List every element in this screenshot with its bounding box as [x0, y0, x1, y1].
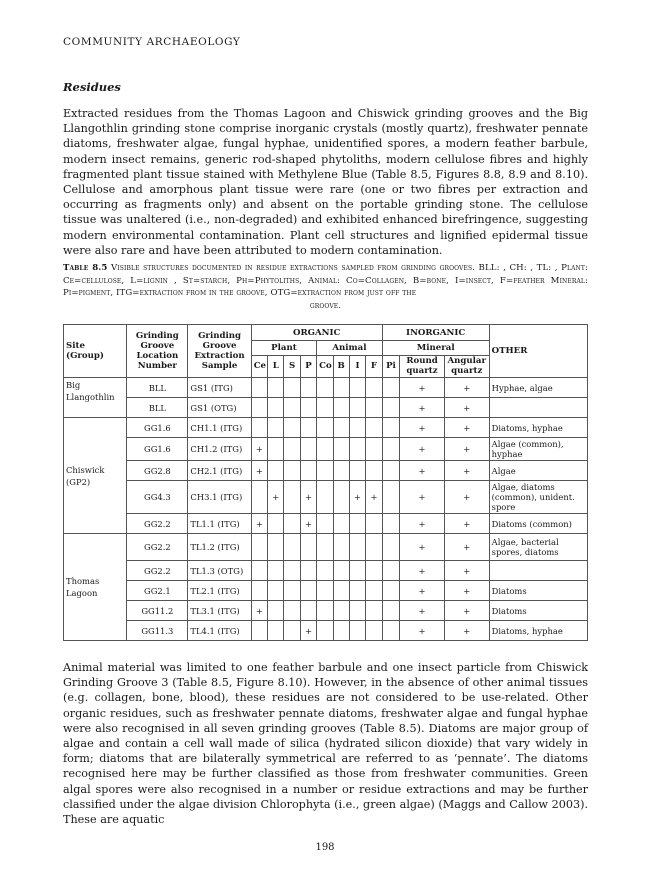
cell-l [268, 581, 284, 601]
cell-sample: TL1.1 (ITG) [188, 514, 251, 534]
table-caption-label: Table 8.5 [63, 263, 108, 273]
cell-round-quartz: + [400, 398, 445, 418]
cell-pi [382, 438, 399, 461]
header-round-quartz: Round quartz [400, 356, 445, 378]
cell-b [333, 581, 349, 601]
cell-ce: + [251, 601, 267, 621]
cell-sample: CH2.1 (ITG) [188, 461, 251, 481]
cell-round-quartz: + [400, 438, 445, 461]
cell-co [317, 378, 333, 398]
cell-pi [382, 398, 399, 418]
body-paragraph-2: Animal material was limited to one feather barbule and one insect particle from Chiswick Grinding Groove 3 (Table 8.5, Figure 8.10). However, in the absence of other animal tissues (e.g. collagen, bone, blood), these residues are not considered to be use-related. Other organic residues, such as freshwater pennate diatoms, freshwater algae and fungal hyphae were also recognised in all seven grinding grooves (Table 8.5). Diatoms are major group of algae and contain a cell wall made of silica (hydrated silicon dioxide) that vary widely in form; diatoms that are bilaterally symmetrical are referred to as ‘pennate’. The diatoms recognised here may be further classified as those from freshwater communities. Green algal spores were also recognised in a number or residue extractions and may be further classified under the algae division Chlorophyta (i.e., green algae) (Maggs and Callow 2003). These are aquatic [63, 661, 588, 827]
cell-p [300, 601, 316, 621]
header-sample: Grinding Groove Extraction Sample [188, 325, 251, 378]
cell-p [300, 534, 316, 561]
cell-co [317, 534, 333, 561]
cell-p: + [300, 621, 316, 641]
cell-b [333, 621, 349, 641]
cell-l [268, 621, 284, 641]
cell-sample: GS1 (OTG) [188, 398, 251, 418]
cell-other: Diatoms, hyphae [489, 621, 587, 641]
cell-groove: BLL [127, 398, 188, 418]
cell-p [300, 398, 316, 418]
cell-l [268, 378, 284, 398]
cell-sample: CH1.1 (ITG) [188, 418, 251, 438]
cell-s [284, 481, 300, 514]
cell-angular-quartz: + [444, 514, 489, 534]
cell-f [366, 581, 382, 601]
table-caption-text: Visible structures documented in residue extractions sampled from grinding grooves. BLL: , CH: , TL: , Plant: Ce=cellulose, L=lignin , St=starch, Ph=Phytoliths, Animal: Co=Collagen, B=bone, I=insect, F=feather Mineral: Pi=pigment, ITG=extraction from in the groove, OTG=extraction from just off the [63, 263, 588, 299]
cell-sample: TL2.1 (ITG) [188, 581, 251, 601]
header-site: Site (Group) [64, 325, 127, 378]
header-mineral: Mineral [382, 341, 489, 356]
cell-f [366, 534, 382, 561]
cell-other [489, 561, 587, 581]
cell-co [317, 601, 333, 621]
cell-groove: GG2.8 [127, 461, 188, 481]
cell-p [300, 561, 316, 581]
cell-i [349, 534, 365, 561]
cell-angular-quartz: + [444, 481, 489, 514]
cell-f [366, 601, 382, 621]
cell-other: Diatoms [489, 581, 587, 601]
cell-b [333, 534, 349, 561]
cell-sample: CH3.1 (ITG) [188, 481, 251, 514]
cell-ce: + [251, 438, 267, 461]
cell-other: Algae [489, 461, 587, 481]
cell-l [268, 561, 284, 581]
cell-pi [382, 461, 399, 481]
cell-co [317, 461, 333, 481]
cell-b [333, 378, 349, 398]
cell-other: Algae, bacterial spores, diatoms [489, 534, 587, 561]
cell-l [268, 601, 284, 621]
cell-sample: TL4.1 (ITG) [188, 621, 251, 641]
cell-co [317, 438, 333, 461]
header-s: S [284, 356, 300, 378]
cell-i [349, 378, 365, 398]
cell-groove: BLL [127, 378, 188, 398]
cell-i [349, 438, 365, 461]
cell-ce: + [251, 514, 267, 534]
header-organic: ORGANIC [251, 325, 382, 341]
cell-i: + [349, 481, 365, 514]
cell-pi [382, 581, 399, 601]
header-i: I [349, 356, 365, 378]
cell-f [366, 398, 382, 418]
header-plant: Plant [251, 341, 316, 356]
cell-angular-quartz: + [444, 621, 489, 641]
cell-s [284, 461, 300, 481]
header-p: P [300, 356, 316, 378]
cell-pi [382, 621, 399, 641]
cell-l [268, 461, 284, 481]
cell-i [349, 561, 365, 581]
cell-p [300, 418, 316, 438]
cell-pi [382, 534, 399, 561]
cell-round-quartz: + [400, 514, 445, 534]
cell-l [268, 418, 284, 438]
cell-co [317, 581, 333, 601]
cell-groove: GG1.6 [127, 438, 188, 461]
cell-i [349, 398, 365, 418]
cell-co [317, 398, 333, 418]
cell-groove: GG11.3 [127, 621, 188, 641]
cell-l [268, 438, 284, 461]
cell-round-quartz: + [400, 378, 445, 398]
cell-other [489, 398, 587, 418]
cell-sample: TL1.2 (ITG) [188, 534, 251, 561]
cell-i [349, 461, 365, 481]
page-number: 198 [315, 842, 335, 853]
cell-groove: GG2.2 [127, 534, 188, 561]
cell-ce [251, 378, 267, 398]
cell-ce [251, 581, 267, 601]
cell-round-quartz: + [400, 481, 445, 514]
cell-angular-quartz: + [444, 561, 489, 581]
cell-round-quartz: + [400, 581, 445, 601]
cell-pi [382, 418, 399, 438]
cell-co [317, 481, 333, 514]
cell-f [366, 378, 382, 398]
cell-f [366, 621, 382, 641]
cell-angular-quartz: + [444, 581, 489, 601]
cell-round-quartz: + [400, 418, 445, 438]
cell-angular-quartz: + [444, 601, 489, 621]
cell-round-quartz: + [400, 461, 445, 481]
cell-pi [382, 378, 399, 398]
body-paragraph-1: Extracted residues from the Thomas Lagoon and Chiswick grinding grooves and the Big Llangothlin grinding stone comprise inorganic crystals (mostly quartz), freshwater pennate diatoms, freshwater algae, fungal hyphae, unidentified spores, a modern feather barbule, modern insect remains, generic rod-shaped phytoliths, modern cellulose fibres and highly fragmented plant tissue stained with Methylene Blue (Table 8.5, Figures 8.8, 8.9 and 8.10). Cellulose and amorphous plant tissue were rare (one or two fibres per extraction and occurring as fragments only) and absent on the portable grinding stone. The cellulose tissue was unaltered (i.e., non-degraded) and exhibited enhanced birefringence, suggesting modern environmental contamination. Plant cell structures and lignified epidermal tissue were also rare and have been attributed to modern contamination. [63, 107, 588, 257]
site-chiswick: Chiswick (GP2) [64, 418, 127, 534]
cell-other: Hyphae, algae [489, 378, 587, 398]
cell-other: Diatoms [489, 601, 587, 621]
cell-l [268, 534, 284, 561]
cell-f: + [366, 481, 382, 514]
header-l: L [268, 356, 284, 378]
table-caption-last-line: groove. [309, 300, 342, 311]
cell-groove: GG2.2 [127, 514, 188, 534]
cell-other: Algae (common), hyphae [489, 438, 587, 461]
cell-co [317, 621, 333, 641]
cell-f [366, 514, 382, 534]
cell-l [268, 398, 284, 418]
header-other: OTHER [489, 325, 587, 378]
cell-i [349, 601, 365, 621]
cell-groove: GG2.1 [127, 581, 188, 601]
cell-l: + [268, 481, 284, 514]
cell-b [333, 398, 349, 418]
cell-other: Diatoms, hyphae [489, 418, 587, 438]
running-head: COMMUNITY ARCHAEOLOGY [63, 36, 241, 48]
cell-b [333, 514, 349, 534]
cell-ce [251, 418, 267, 438]
cell-ce [251, 621, 267, 641]
cell-p [300, 438, 316, 461]
cell-b [333, 461, 349, 481]
cell-s [284, 378, 300, 398]
cell-angular-quartz: + [444, 378, 489, 398]
cell-round-quartz: + [400, 561, 445, 581]
header-animal: Animal [317, 341, 383, 356]
table-caption [63, 262, 588, 312]
cell-angular-quartz: + [444, 418, 489, 438]
cell-s [284, 398, 300, 418]
cell-pi [382, 514, 399, 534]
cell-i [349, 581, 365, 601]
cell-ce: + [251, 461, 267, 481]
cell-p [300, 378, 316, 398]
cell-s [284, 514, 300, 534]
cell-p: + [300, 481, 316, 514]
cell-f [366, 461, 382, 481]
cell-l [268, 514, 284, 534]
cell-b [333, 418, 349, 438]
cell-pi [382, 561, 399, 581]
cell-groove: GG2.2 [127, 561, 188, 581]
cell-b [333, 601, 349, 621]
cell-round-quartz: + [400, 601, 445, 621]
cell-sample: TL1.3 (OTG) [188, 561, 251, 581]
cell-sample: GS1 (ITG) [188, 378, 251, 398]
cell-s [284, 418, 300, 438]
cell-ce [251, 561, 267, 581]
cell-sample: TL3.1 (ITG) [188, 601, 251, 621]
site-big-llangothlin: Big Llangothlin [64, 378, 127, 418]
cell-f [366, 418, 382, 438]
header-b: B [333, 356, 349, 378]
cell-ce [251, 481, 267, 514]
cell-groove: GG1.6 [127, 418, 188, 438]
header-groove: Grinding Groove Location Number [127, 325, 188, 378]
cell-pi [382, 601, 399, 621]
cell-p: + [300, 514, 316, 534]
cell-i [349, 621, 365, 641]
cell-s [284, 534, 300, 561]
cell-i [349, 418, 365, 438]
cell-angular-quartz: + [444, 398, 489, 418]
cell-b [333, 438, 349, 461]
cell-groove: GG4.3 [127, 481, 188, 514]
cell-ce [251, 534, 267, 561]
cell-s [284, 438, 300, 461]
cell-other: Algae, diatoms (common), unident. spore [489, 481, 587, 514]
cell-groove: GG11.2 [127, 601, 188, 621]
cell-round-quartz: + [400, 534, 445, 561]
cell-angular-quartz: + [444, 461, 489, 481]
cell-angular-quartz: + [444, 534, 489, 561]
cell-f [366, 561, 382, 581]
cell-b [333, 481, 349, 514]
cell-other: Diatoms (common) [489, 514, 587, 534]
cell-i [349, 514, 365, 534]
cell-s [284, 581, 300, 601]
cell-f [366, 438, 382, 461]
header-ce: Ce [251, 356, 267, 378]
residue-table [63, 324, 588, 641]
cell-p [300, 461, 316, 481]
header-pi: Pi [382, 356, 399, 378]
header-angular-quartz: Angular quartz [444, 356, 489, 378]
header-f: F [366, 356, 382, 378]
cell-co [317, 561, 333, 581]
cell-co [317, 514, 333, 534]
cell-ce [251, 398, 267, 418]
cell-s [284, 601, 300, 621]
cell-co [317, 418, 333, 438]
header-inorganic: INORGANIC [382, 325, 489, 341]
cell-angular-quartz: + [444, 438, 489, 461]
cell-pi [382, 481, 399, 514]
cell-s [284, 561, 300, 581]
header-co: Co [317, 356, 333, 378]
section-heading: Residues [63, 80, 121, 94]
cell-round-quartz: + [400, 621, 445, 641]
cell-p [300, 581, 316, 601]
cell-s [284, 621, 300, 641]
cell-b [333, 561, 349, 581]
cell-sample: CH1.2 (ITG) [188, 438, 251, 461]
site-thomas-lagoon: Thomas Lagoon [64, 534, 127, 641]
